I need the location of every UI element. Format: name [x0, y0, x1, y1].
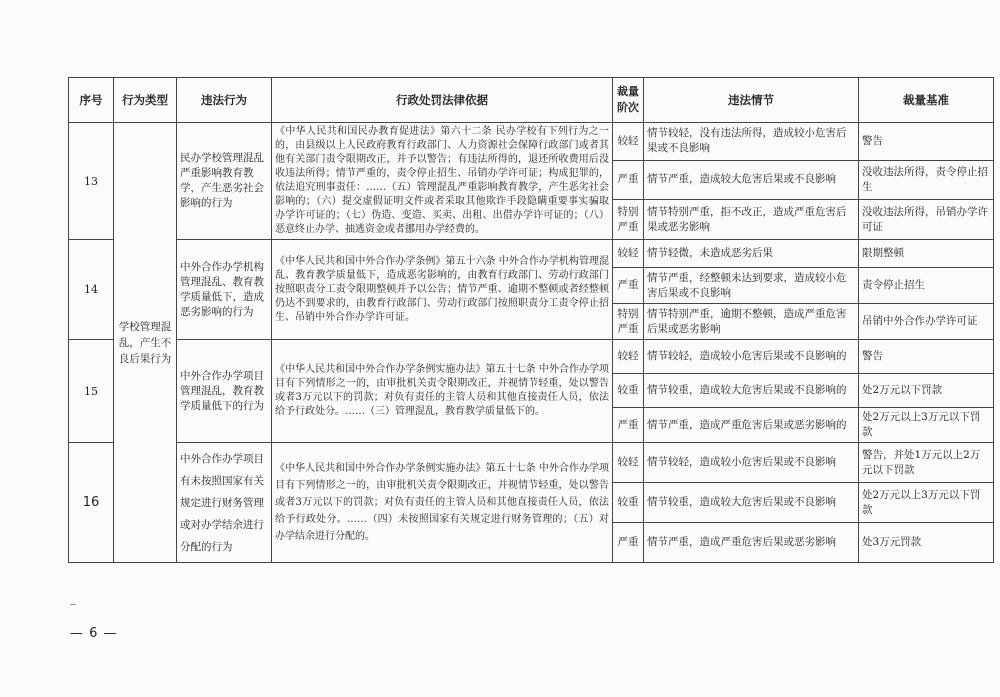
circumstance-cell: 情节严重，经整顿未达到要求，造成较小危害后果或不良影响	[644, 268, 859, 304]
basis-cell: 《中华人民共和国中外合作办学条例》第五十六条 中外合作办学机构管理混乱、教育教学质量低下，造成恶劣影响的，由教育行政部门、劳动行政部门按照职责分工责令限期整顿并予以公告；情节严重、逾期不整顿或者经整顿仍达不到要求的，由教育行政部门、劳动行政部门按照职责分工责令停止招生、吊销中外合作办学许可证。	[272, 240, 613, 340]
header-violation: 违法行为	[177, 78, 272, 123]
row-seq: 13	[69, 123, 114, 240]
violation-cell: 民办学校管理混乱严重影响教育教学，产生恶劣社会影响的行为	[177, 123, 272, 240]
circumstance-cell: 情节特别严重，拒不改正，造成严重危害后果或恶劣影响	[644, 200, 859, 240]
header-row	[69, 78, 994, 123]
level-cell: 特别严重	[613, 200, 644, 240]
circumstance-cell: 情节严重，造成较大危害后果或不良影响	[644, 160, 859, 200]
level-cell: 较轻	[613, 240, 644, 268]
basis-cell: 《中华人民共和国中外合作办学条例实施办法》第五十七条 中外合作办学项目有下列情形之一的，由审批机关责令限期改正，并视情节轻重，处以警告或者3万元以下的罚款；对负有责任的主管人员和其他直接责任人员，依法给予行政处分。……（四）未按照国家有关规定进行财务管理的；（五）对办学结余进行分配的。	[272, 443, 613, 563]
standard-cell: 处3万元罚款	[859, 523, 994, 563]
header-circumstance: 违法情节	[644, 78, 859, 123]
margin-mark	[70, 604, 76, 605]
row-seq: 14	[69, 240, 114, 340]
level-cell: 特别严重	[613, 304, 644, 340]
circumstance-cell: 情节较轻，造成较小危害后果或不良影响	[644, 443, 859, 483]
standard-cell: 处2万元以上3万元以下罚款	[859, 483, 994, 523]
level-cell: 较重	[613, 483, 644, 523]
table-row	[69, 240, 994, 268]
standard-cell: 警告	[859, 123, 994, 161]
circumstance-cell: 情节特别严重，逾期不整顿，造成严重危害后果或恶劣影响	[644, 304, 859, 340]
level-cell: 较轻	[613, 443, 644, 483]
circumstance-cell: 情节严重，造成严重危害后果或恶劣影响的	[644, 408, 859, 443]
standard-cell: 处2万元以下罚款	[859, 374, 994, 408]
table-row	[69, 443, 994, 483]
level-cell: 严重	[613, 160, 644, 200]
header-standard: 裁量基准	[859, 78, 994, 123]
standard-cell: 没收违法所得，责令停止招生	[859, 160, 994, 200]
standard-cell: 警告，并处1万元以上2万元以下罚款	[859, 443, 994, 483]
header-seq: 序号	[69, 78, 114, 123]
header-level: 裁量阶次	[613, 78, 644, 123]
violation-cell: 中外合作办学机构管理混乱、教育教学质量低下，造成恶劣影响的行为	[177, 240, 272, 340]
table-row	[69, 123, 994, 161]
basis-cell: 《中华人民共和国中外合作办学条例实施办法》第五十七条 中外合作办学项目有下列情形之一的，由审批机关责令限期改正，并视情节轻重，处以警告或者3万元以下的罚款；对负有责任的主管人员和其他直接责任人员，依法给予行政处分。……（三）管理混乱，教育教学质量低下的。	[272, 340, 613, 443]
circumstance-cell: 情节较轻，没有违法所得，造成较小危害后果或不良影响	[644, 123, 859, 161]
level-cell: 较轻	[613, 123, 644, 161]
standard-cell: 吊销中外合作办学许可证	[859, 304, 994, 340]
circumstance-cell: 情节较轻，造成较小危害后果或不良影响的	[644, 340, 859, 374]
table-row	[69, 340, 994, 374]
standard-cell: 责令停止招生	[859, 268, 994, 304]
level-cell: 严重	[613, 268, 644, 304]
circumstance-cell: 情节较重，造成较大危害后果或不良影响	[644, 483, 859, 523]
standard-cell: 警告	[859, 340, 994, 374]
page-number: — 6 —	[70, 626, 118, 641]
penalty-discretion-table	[68, 77, 994, 563]
row-seq: 15	[69, 340, 114, 443]
circumstance-cell: 情节严重，造成严重危害后果或恶劣影响	[644, 523, 859, 563]
standard-cell: 没收违法所得，吊销办学许可证	[859, 200, 994, 240]
header-type: 行为类型	[114, 78, 177, 123]
violation-cell: 中外合作办学项目有未按照国家有关规定进行财务管理或对办学结余进行分配的行为	[177, 443, 272, 563]
circumstance-cell: 情节较重，造成较大危害后果或不良影响的	[644, 374, 859, 408]
violation-cell: 中外合作办学项目管理混乱，教育教学质量低下的行为	[177, 340, 272, 443]
standard-cell: 处2万元以上3万元以下罚款	[859, 408, 994, 443]
header-basis: 行政处罚法律依据	[272, 78, 613, 123]
level-cell: 较轻	[613, 340, 644, 374]
category-cell: 学校管理混乱，产生不良后果行为	[114, 123, 177, 563]
basis-cell: 《中华人民共和国民办教育促进法》第六十二条 民办学校有下列行为之一的，由县级以上人民政府教育行政部门、人力资源社会保障行政部门或者其他有关部门责令限期改正，并予以警告；有违法所得的，退还所收费用后没收违法所得；情节严重的，责令停止招生、吊销办学许可证；构成犯罪的，依法追究刑事责任：……（五）管理混乱严重影响教育教学，产生恶劣社会影响的；（六）提交虚假证明文件或者采取其他欺诈手段隐瞒重要事实骗取办学许可证的；（七）伪造、变造、买卖、出租、出借办学许可证的；（八）恶意终止办学、抽逃资金或者挪用办学经费的。	[272, 123, 613, 240]
level-cell: 严重	[613, 523, 644, 563]
circumstance-cell: 情节轻微，未造成恶劣后果	[644, 240, 859, 268]
standard-cell: 限期整顿	[859, 240, 994, 268]
row-seq: 16	[69, 443, 114, 563]
level-cell: 严重	[613, 408, 644, 443]
level-cell: 较重	[613, 374, 644, 408]
